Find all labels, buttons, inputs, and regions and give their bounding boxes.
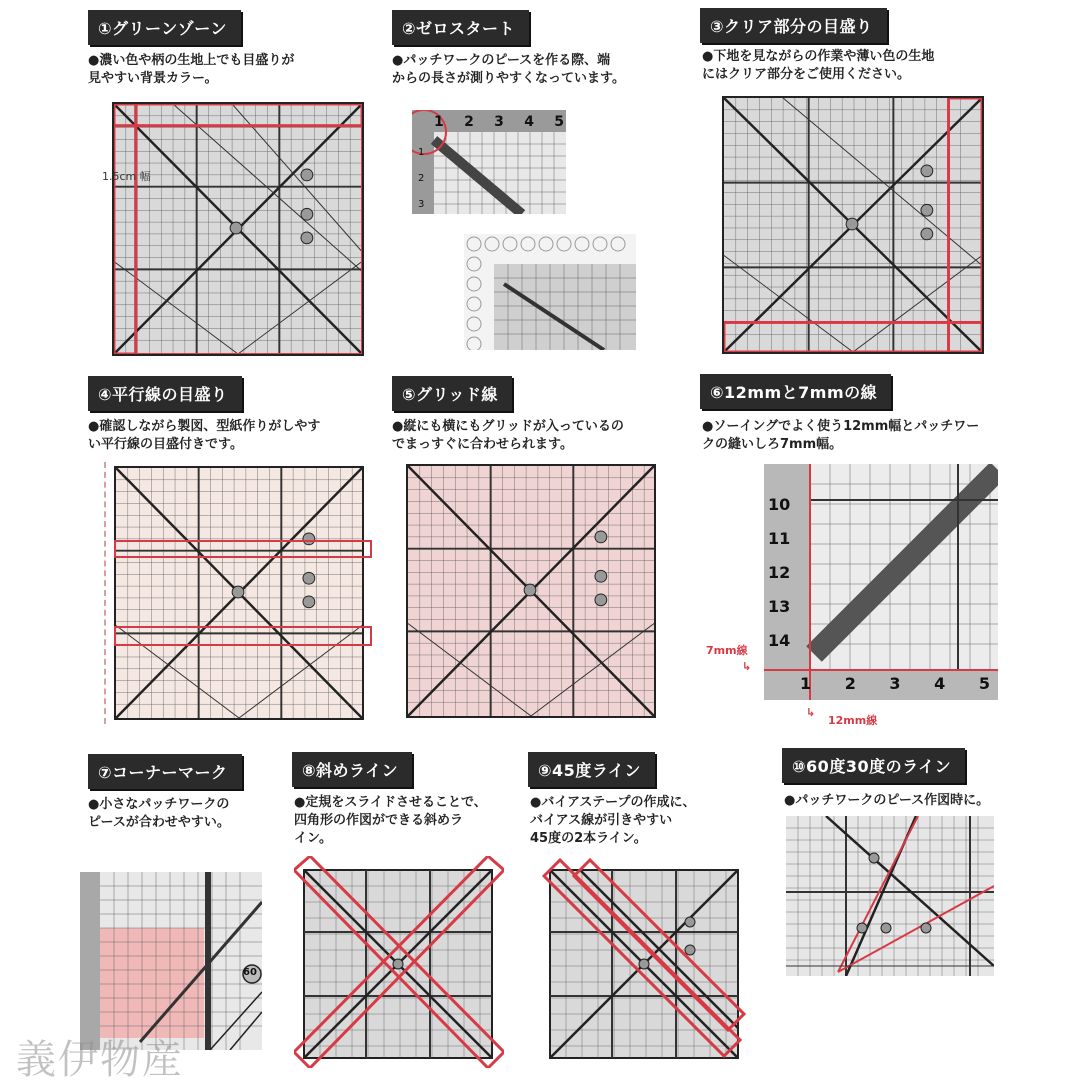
section-title: ②ゼロスタート [392, 10, 529, 45]
section-title: ⑦コーナーマーク [88, 754, 242, 789]
section-description: ●ソーイングでよく使う12mm幅とパッチワー クの縫いしろ7mm幅。 [702, 419, 980, 452]
ruler-image-parallel-lines [114, 466, 364, 720]
six-left-numbers: 10 11 12 13 14 [768, 495, 791, 650]
section-description: ●バイアステープの作成に、 バイアス線が引きやすい 45度の2本ライン。 [530, 795, 696, 846]
section-description: ●確認しながら製図、型紙作りがしやす い平行線の目盛付きです。 [88, 419, 321, 452]
section-title: ④平行線の目盛り [88, 376, 242, 411]
section-title: ⑩60度30度のライン [782, 748, 965, 783]
section-title: ⑨45度ライン [528, 752, 655, 787]
section-description: ●縦にも横にもグリッドが入っているの でまっすぐに合わせられます。 [392, 419, 624, 452]
callout-1-5cm: 1.5cm 幅 [102, 170, 151, 183]
ruler-image-60-30-degree [786, 816, 994, 976]
section-description: ●パッチワークのピースを作る際、端 からの長さが測りやすくなっています。 [392, 53, 625, 86]
callout-7mm-arrow: ↳ [742, 660, 752, 673]
highlight-parallel-10 [114, 626, 372, 646]
section-description: ●濃い色や柄の生地上でも目盛りが 見やすい背景カラー。 [88, 53, 295, 86]
zero-top-numbers: 1 2 3 4 5 [434, 114, 564, 130]
ruler-image-green-zone [112, 102, 364, 356]
section-title: ⑥12mmと7mmの線 [700, 374, 891, 409]
ruler-image-corner-mark [80, 872, 262, 1050]
section-title: ⑧斜めライン [292, 752, 412, 787]
section-description: ●パッチワークのピース作図時に。 [784, 793, 990, 808]
highlight-parallel-5 [114, 540, 372, 558]
ruler-image-12mm-7mm [764, 464, 998, 700]
ruler-image-zero-top [412, 110, 566, 214]
ruler-image-diagonal-line [294, 856, 504, 1068]
six-bottom-numbers: 1 2 3 4 5 [800, 674, 990, 693]
section-description: ●小さなパッチワークの ピースが合わせやすい。 [88, 797, 230, 830]
ruler-image-zero-corner [464, 234, 636, 350]
watermark-logo: 義伊物産 [16, 1037, 184, 1083]
zero-side-numbers: 1 2 3 [418, 147, 425, 210]
section-title: ③クリア部分の目盛り [700, 8, 887, 43]
section-title: ⑤グリッド線 [392, 376, 512, 411]
section-title: ①グリーンゾーン [88, 10, 241, 45]
callout-7mm-line: 7mm線 [706, 644, 748, 657]
ruler-image-grid-lines [406, 464, 656, 718]
badge-60: 60 [243, 967, 257, 978]
dashed-guide [104, 462, 106, 724]
section-description: ●定規をスライドさせることで、 四角形の作図ができる斜めラ イン。 [294, 795, 487, 846]
callout-12mm-line: 12mm線 [828, 714, 878, 727]
section-description: ●下地を見ながらの作業や薄い色の生地 にはクリア部分をご使用ください。 [702, 49, 935, 82]
ruler-image-45-degree [540, 856, 750, 1068]
callout-12mm-arrow: ↳ [806, 706, 816, 719]
ruler-image-clear-part [722, 96, 984, 354]
